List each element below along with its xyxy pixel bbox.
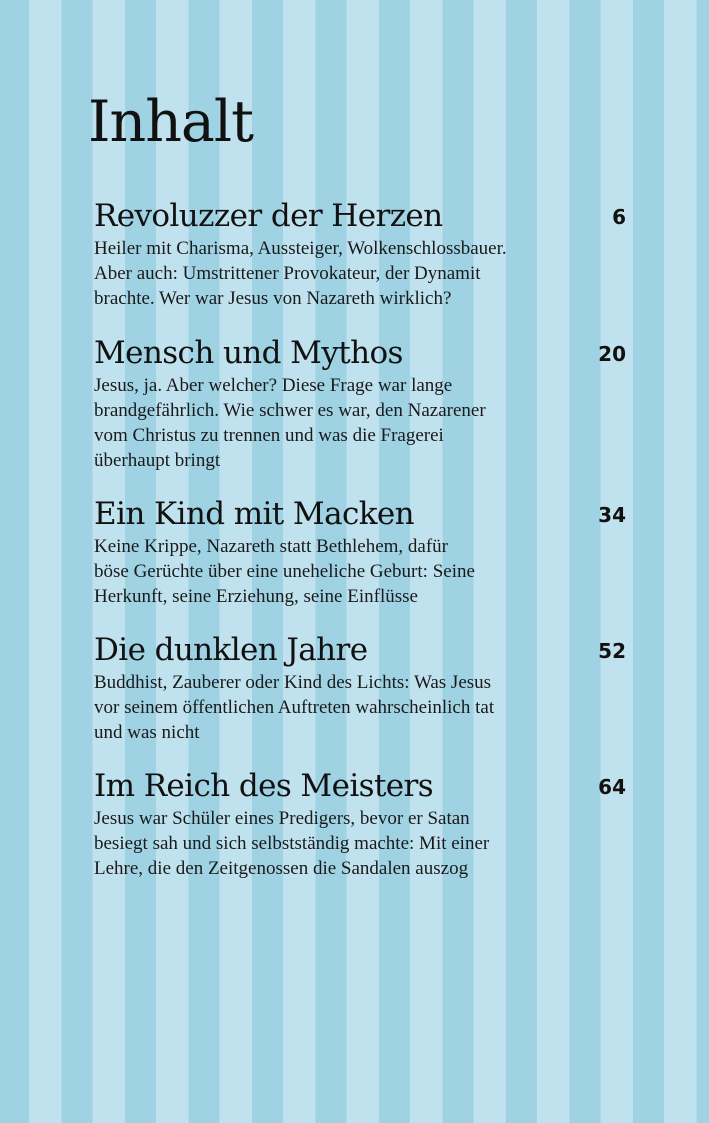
- contents-entry[interactable]: [94, 630, 634, 745]
- entry-page-number: 6: [612, 205, 626, 229]
- description-line: Jesus, ja. Aber welcher? Diese Frage war lange: [94, 375, 453, 396]
- description-line: besiegt sah und sich selbstständig machte: Mit einer: [94, 833, 490, 854]
- entry-page-number: 52: [598, 639, 626, 663]
- description-line: Heiler mit Charisma, Aussteiger, Wolkenschlossbauer.: [94, 238, 507, 259]
- description-line: überhaupt bringt: [94, 450, 221, 471]
- description-line: böse Gerüchte über eine uneheliche Geburt: Seine: [94, 561, 475, 582]
- description-line: und was nicht: [94, 722, 200, 743]
- entry-title[interactable]: Mensch und Mythos: [94, 335, 403, 371]
- description-line: Aber auch: Umstrittener Provokateur, der Dynamit: [94, 263, 481, 284]
- entry-description: [94, 806, 564, 881]
- description-line: vom Christus zu trennen und was die Fragerei: [94, 425, 444, 446]
- entry-page-number: 34: [598, 503, 626, 527]
- entry-page-number: 20: [598, 342, 626, 366]
- entry-title[interactable]: Im Reich des Meisters: [94, 768, 434, 804]
- contents-entry[interactable]: [94, 494, 634, 609]
- entry-header: [94, 196, 634, 236]
- description-line: Lehre, die den Zeitgenossen die Sandalen auszog: [94, 858, 469, 879]
- description-line: Buddhist, Zauberer oder Kind des Lichts: Was Jesus: [94, 672, 492, 693]
- entry-description: [94, 236, 564, 311]
- contents-entry[interactable]: [94, 196, 634, 311]
- entry-header: [94, 766, 634, 806]
- entry-header: [94, 630, 634, 670]
- description-line: Keine Krippe, Nazareth statt Bethlehem, dafür: [94, 536, 448, 557]
- entry-header: [94, 333, 634, 373]
- description-line: vor seinem öffentlichen Auftreten wahrscheinlich tat: [94, 697, 495, 718]
- contents-entry[interactable]: [94, 766, 634, 881]
- description-line: Herkunft, seine Erziehung, seine Einflüsse: [94, 586, 418, 607]
- description-line: brachte. Wer war Jesus von Nazareth wirklich?: [94, 288, 452, 309]
- entry-header: [94, 494, 634, 534]
- entry-title[interactable]: Revoluzzer der Herzen: [94, 198, 443, 234]
- entry-description: [94, 534, 564, 609]
- page-title: Inhalt: [88, 89, 254, 155]
- entry-page-number: 64: [598, 775, 626, 799]
- description-line: Jesus war Schüler eines Predigers, bevor er Satan: [94, 808, 470, 829]
- entry-description: [94, 373, 564, 473]
- entry-title[interactable]: Die dunklen Jahre: [94, 632, 368, 668]
- entry-description: [94, 670, 564, 745]
- entry-title[interactable]: Ein Kind mit Macken: [94, 496, 415, 532]
- contents-entry[interactable]: [94, 333, 634, 473]
- description-line: brandgefährlich. Wie schwer es war, den Nazarener: [94, 400, 486, 421]
